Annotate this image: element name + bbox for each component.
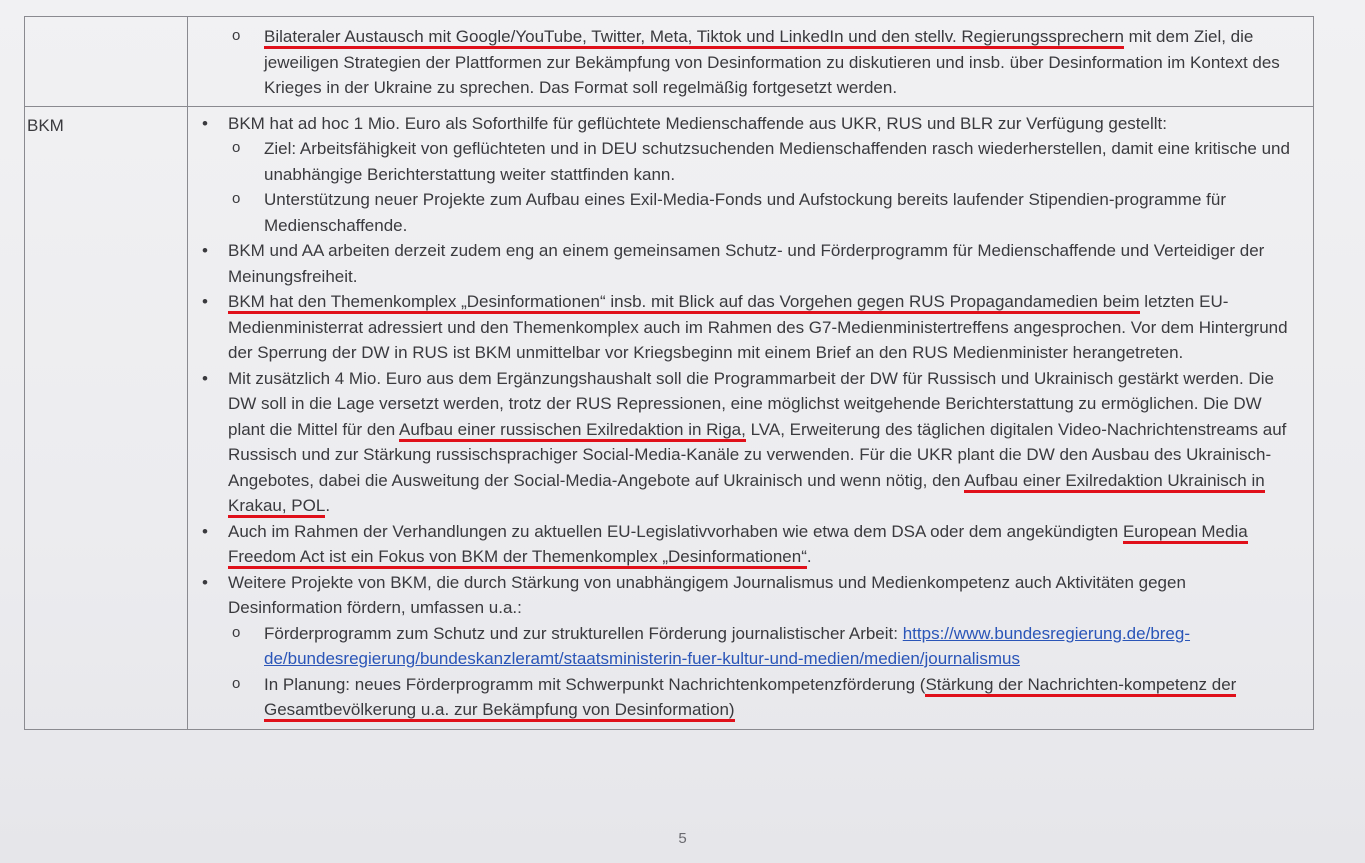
underlined-text: Bilateraler Austausch mit Google/YouTube, Twitter, Meta, Tiktok und LinkedIn und den stellv. Regierungssprechern: [264, 27, 1124, 49]
row-label: [25, 17, 188, 107]
underlined-text: BKM hat den Themenkomplex „Desinformationen“ insb. mit Blick auf das Vorgehen gegen RUS Propagandamedien beim: [228, 292, 1140, 314]
text: Förderprogramm zum Schutz und zur strukturellen Förderung journalistischer Arbeit:: [264, 623, 903, 643]
row-content: [188, 106, 1314, 729]
sub-list: [198, 621, 1303, 723]
list-item: [198, 24, 1303, 101]
text: Mit zusätzlich 4 Mio. Euro aus dem Ergänzungshaushalt soll die Programmarbeit der DW für Russisch und Ukrainisch gestärkt werden. Die DW soll in die Lage versetzt werden, trotz der RUS Repressionen, eine möglichst weitgehende Berichterstattung zu ermöglichen. Die DW plant die Mittel für den: [228, 368, 1274, 439]
journalismus-link[interactable]: https://www.bundesregierung.de/breg-de/bundesregierung/bundeskanzleramt/staatsministerin-fuer-kultur-und-medien/medien/journalismus: [264, 623, 1191, 668]
measures-table: [24, 16, 1314, 730]
text: letzten EU-Medienministerrat adressiert und den Themenkomplex auch im Rahmen des G7-Medienministertreffens angesprochen. Vor dem Hintergrund der Sperrung der DW in RUS ist BKM unmittelbar vor Kriegsbeginn mit einem Brief an den RUS Medienminister herangetreten.: [228, 292, 1288, 362]
text: Weitere Projekte von BKM, die durch Stärkung von unabhängigem Journalismus und Medienkompetenz auch Aktivitäten gegen Desinformation fördern, umfassen u.a.:: [228, 572, 1186, 617]
list-item: o Ziel: Arbeitsfähigkeit von geflüchteten und in DEU schutzsuchenden Medienschaffenden rasch wiederherstellen, damit eine kritische und unabhängige Berichterstattung weiter stattfinden kann.: [198, 136, 1303, 187]
list-item: [198, 111, 1303, 239]
bullet-list: [198, 111, 1303, 723]
list-item: [198, 621, 1303, 672]
underlined-text: Aufbau einer Exilredaktion Ukrainisch in Krakau, POL: [228, 471, 1265, 519]
text: LVA, Erweiterung des täglichen digitalen Video-Nachrichtenstreams auf Russisch und zur Stärkung russischsprachiger Social-Media-Kanäle zu verwenden. Für die UKR plant die DW den Ausbau des Ukrainisch-Angebotes, dabei die Ausweitung der Social-Media-Angebote auf Ukrainisch und wenn nötig, den: [228, 419, 1287, 490]
table-row: [25, 17, 1314, 107]
text: BKM hat ad hoc 1 Mio. Euro als Soforthilfe für geflüchtete Medienschaffende aus UKR, RUS und BLR zur Verfügung gestellt:: [228, 113, 1167, 133]
sub-list: [198, 24, 1303, 101]
list-item: o Unterstützung neuer Projekte zum Aufbau eines Exil-Media-Fonds und Aufstockung bereits laufender Stipendien-programme für Medienschaffende.: [198, 187, 1303, 238]
list-item: [198, 519, 1303, 570]
row-label: BKM: [25, 106, 188, 729]
text: mit dem Ziel, die jeweiligen Strategien der Plattformen zur Bekämpfung von Desinformation zu diskutieren und insb. über Desinformation im Kontext des Krieges in der Ukraine zu sprechen. Das Format soll regelmäßig fortgesetzt werden.: [264, 27, 1280, 97]
list-item: [198, 289, 1303, 366]
underlined-text: European Media Freedom Act ist ein Fokus von BKM der Themenkomplex „Desinformationen“: [228, 522, 1248, 570]
text: .: [806, 547, 812, 566]
list-item: • BKM und AA arbeiten derzeit zudem eng an einem gemeinsamen Schutz- und Förderprogramm für Medienschaffende und Verteidiger der Meinungsfreiheit.: [198, 238, 1303, 289]
text: .: [325, 496, 331, 515]
underlined-text: Aufbau einer russischen Exilredaktion in Riga,: [399, 420, 746, 442]
sub-list: [198, 136, 1303, 238]
list-item: [198, 570, 1303, 723]
text: Auch im Rahmen der Verhandlungen zu aktuellen EU-Legislativvorhaben wie etwa dem DSA oder dem angekündigten: [228, 521, 1123, 541]
list-item: [198, 366, 1303, 519]
underlined-text: Stärkung der Nachrichten-kompetenz der Gesamtbevölkerung u.a. zur Bekämpfung von Desinformation): [264, 675, 1236, 723]
list-item: [198, 672, 1303, 723]
page-number: 5: [678, 830, 687, 847]
table-row: [25, 106, 1314, 729]
text: In Planung: neues Förderprogramm mit Schwerpunkt Nachrichtenkompetenzförderung (: [264, 674, 926, 694]
row-content: [188, 17, 1314, 107]
